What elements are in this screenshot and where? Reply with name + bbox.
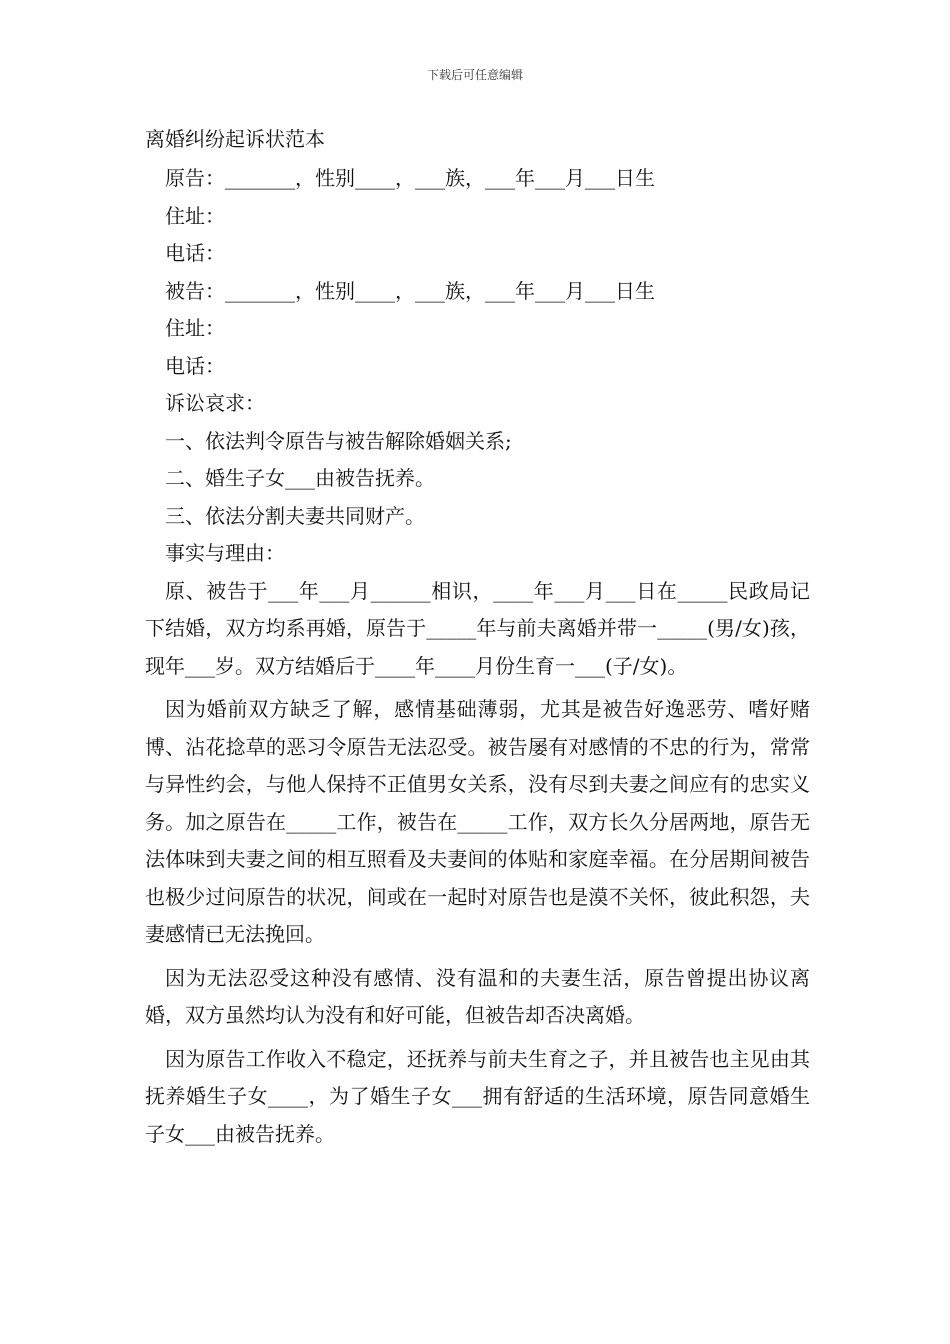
- plaintiff-info: 原告：_______，性别____，___族，___年___月___日生: [165, 166, 655, 190]
- plaintiff-address: 住址：: [165, 203, 225, 228]
- page-header-note: 下载后可任意编辑: [426, 68, 523, 82]
- document-title: 离婚纠纷起诉状范本: [145, 127, 325, 151]
- document-body: [145, 124, 810, 1153]
- claim-item: 二、婚生子女___由被告抚养。: [165, 466, 435, 490]
- facts-paragraph: 因为无法忍受这种没有感情、没有温和的夫妻生活，原告曾提出协议离婚，双方虽然均认为没有和好可能，但被告却否决离婚。: [145, 965, 810, 1027]
- claim-item: 三、依法分割夫妻共同财产。: [165, 503, 425, 528]
- claim-item: 一、依法判令原告与被告解除婚姻关系;: [165, 428, 512, 453]
- facts-paragraph: 原、被告于___年___月______相识，____年___月___日在_____民政局记下结婚，双方均系再婚，原告于_____年与前夫离婚并带一_____(男/女)孩，现年___岁。双方结婚后于____年____月份生育一___(子/女)。: [145, 578, 810, 678]
- claims-heading: 诉讼哀求：: [165, 391, 265, 415]
- facts-paragraph: 因为原告工作收入不稳定，还抚养与前夫生育之子，并且被告也主见由其抚养婚生子女____，为了婚生子女___拥有舒适的生活环境，原告同意婚生子女___由被告抚养。: [145, 1046, 810, 1146]
- defendant-info: 被告：_______，性别____，___族，___年___月___日生: [165, 278, 655, 303]
- facts-paragraph: 因为婚前双方缺乏了解，感情基础薄弱，尤其是被告好逸恶劳、嗜好赌博、沾花捻草的恶习令原告无法忍受。被告屡有对感情的不忠的行为，常常与异性约会，与他人保持不正值男女关系，没有尽到夫妻之间应有的忠实义务。加之原告在_____工作，被告在_____工作，双方长久分居两地，原告无法体味到夫妻之间的相互照看及夫妻间的体贴和家庭幸福。在分居期间被告也极少过问原告的状况，间或在一起时对原告也是漠不关怀，彼此积怨，夫妻感情已无法挽回。: [145, 697, 810, 946]
- facts-heading: 事实与理由：: [165, 541, 285, 565]
- defendant-phone: 电话：: [165, 353, 225, 378]
- defendant-address: 住址：: [165, 316, 225, 340]
- plaintiff-phone: 电话：: [165, 241, 225, 265]
